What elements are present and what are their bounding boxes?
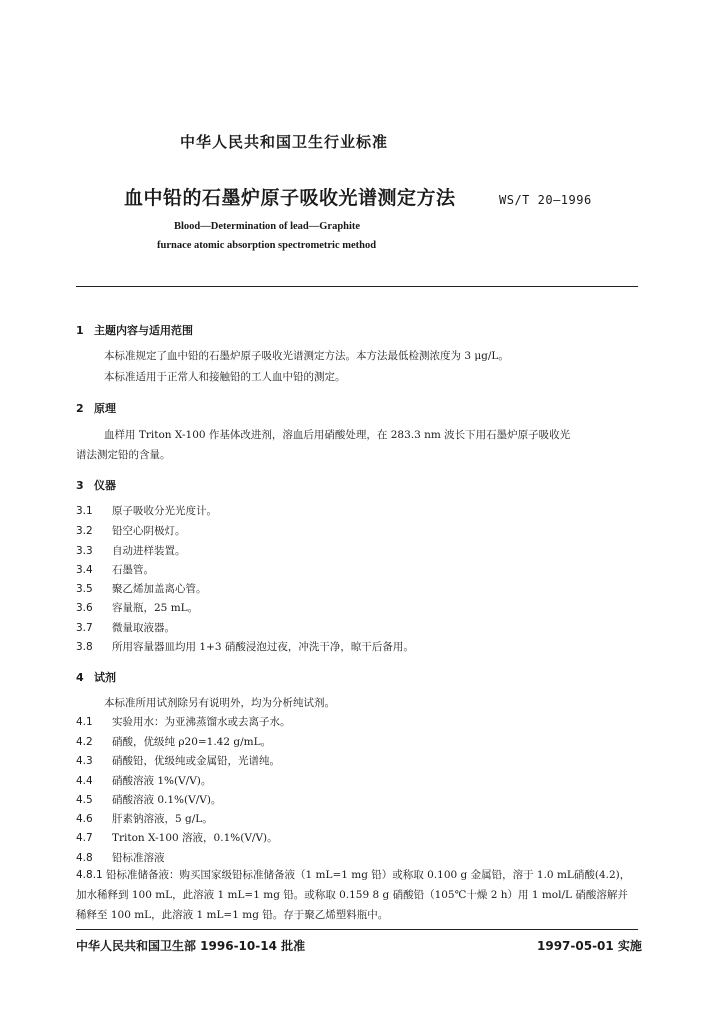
item-text: 聚乙烯加盖离心管。 (112, 583, 207, 595)
list-item (76, 811, 213, 826)
section-3-heading (76, 477, 116, 493)
item-number: 3.7 (76, 622, 93, 634)
section-number: 1 (76, 324, 84, 337)
list-item (76, 581, 207, 596)
item-number: 3.2 (76, 525, 93, 537)
list-item (76, 850, 165, 865)
effective-date: 1997-05-01 实施 (537, 939, 642, 953)
item-text: 石墨管。 (112, 564, 154, 576)
section-number: 3 (76, 479, 84, 492)
item-text: Triton X-100 溶液，0.1%(V/V)。 (112, 832, 278, 844)
item-text: 实验用水：为亚沸蒸馏水或去离子水。 (112, 716, 291, 728)
item-text: 原子吸收分光光度计。 (112, 505, 217, 517)
section-2-paragraph-line-2: 谱法测定铅的含量。 (76, 449, 171, 461)
footer-divider (76, 929, 638, 930)
list-item (76, 543, 186, 558)
item-text: 铅标准溶液 (112, 852, 165, 864)
item-number: 4.6 (76, 813, 93, 825)
item-number: 4.7 (76, 832, 93, 844)
item-number: 3.1 (76, 505, 93, 517)
section-2-heading (76, 400, 116, 416)
item-text: 微量取液器。 (112, 622, 175, 634)
header-divider (76, 286, 638, 287)
english-title-line-1: Blood—Determination of lead—Graphite (174, 221, 361, 232)
item-text: 铅空心阴极灯。 (112, 525, 186, 537)
item-text: 硝酸，优级纯 ρ20=1.42 g/mL。 (112, 736, 272, 748)
section-title: 主题内容与适用范围 (94, 324, 193, 337)
section-title: 仪器 (94, 479, 116, 492)
list-item (76, 562, 154, 577)
section-4-heading (76, 669, 116, 685)
item-text: 自动进样装置。 (112, 545, 186, 557)
document-title: 血中铅的石墨炉原子吸收光谱测定方法 (124, 187, 456, 209)
issuing-authority: 中华人民共和国卫生行业标准 (180, 133, 389, 151)
section-1-heading (76, 322, 193, 338)
item-number: 4.8.1 (76, 869, 103, 881)
list-item (76, 600, 198, 615)
section-1-paragraph-2: 本标准适用于正常人和接触铅的工人血中铅的测定。 (104, 371, 346, 383)
item-text: 铅标准储备液：购买国家级铅标准储备液（1 mL=1 mg 铅）或称取 0.100 g 金属铅，溶于 1.0 mL硝酸(4.2)，加水稀释到 100 mL，此溶液 1 mL=1 mg 铅。或称取 0.159 8 g 硝酸铅（105℃十燥 2 h）用 1 mol/L 硝酸溶解并稀释至 100 mL，此溶液 1 mL=1 mg 铅。存于聚乙烯塑料瓶中。 (76, 869, 631, 921)
list-item (76, 620, 175, 635)
list-item (76, 639, 414, 654)
section-title: 原理 (94, 402, 116, 415)
list-item (76, 773, 211, 788)
item-number: 3.5 (76, 583, 93, 595)
item-number: 4.2 (76, 736, 93, 748)
section-4-intro: 本标准所用试剂除另有说明外，均为分析纯试剂。 (104, 697, 335, 709)
list-item (76, 503, 217, 518)
section-title: 试剂 (94, 671, 116, 684)
item-text: 容量瓶，25 mL。 (112, 602, 199, 614)
item-number: 4.3 (76, 755, 93, 767)
item-text: 所用容量器皿均用 1+3 硝酸浸泡过夜，冲洗干净，晾干后备用。 (112, 641, 414, 653)
list-item (76, 830, 278, 845)
item-number: 3.3 (76, 545, 93, 557)
item-number: 4.1 (76, 716, 93, 728)
section-number: 4 (76, 671, 84, 684)
list-item (76, 734, 271, 749)
list-item (76, 753, 280, 768)
item-text: 肝素钠溶液，5 g/L。 (112, 813, 213, 825)
section-number: 2 (76, 402, 84, 415)
list-item (76, 792, 221, 807)
item-text: 硝酸溶液 1%(V/V)。 (112, 775, 212, 787)
section-2-paragraph-line-1: 血样用 Triton X-100 作基体改进剂，溶血后用硝酸处理，在 283.3 nm 波长下用石墨炉原子吸收光 (104, 429, 571, 441)
item-number: 4.4 (76, 775, 93, 787)
list-item (76, 714, 291, 729)
item-text: 硝酸溶液 0.1%(V/V)。 (112, 794, 222, 806)
english-title-line-2: furnace atomic absorption spectrometric method (157, 240, 377, 251)
item-number: 3.6 (76, 602, 93, 614)
approval-info: 中华人民共和国卫生部 1996-10-14 批准 (76, 939, 306, 953)
item-text: 硝酸铅，优级纯或金属铅，光谱纯。 (112, 755, 280, 767)
standard-code: WS/T 20—1996 (499, 193, 592, 207)
item-number: 4.8 (76, 852, 93, 864)
list-item (76, 523, 186, 538)
item-4-8-1 (76, 865, 636, 925)
item-number: 4.5 (76, 794, 93, 806)
item-number: 3.4 (76, 564, 93, 576)
item-number: 3.8 (76, 641, 93, 653)
section-1-paragraph-1: 本标准规定了血中铅的石墨炉原子吸收光谱测定方法。本方法最低检测浓度为 3 μg/L。 (104, 350, 509, 362)
